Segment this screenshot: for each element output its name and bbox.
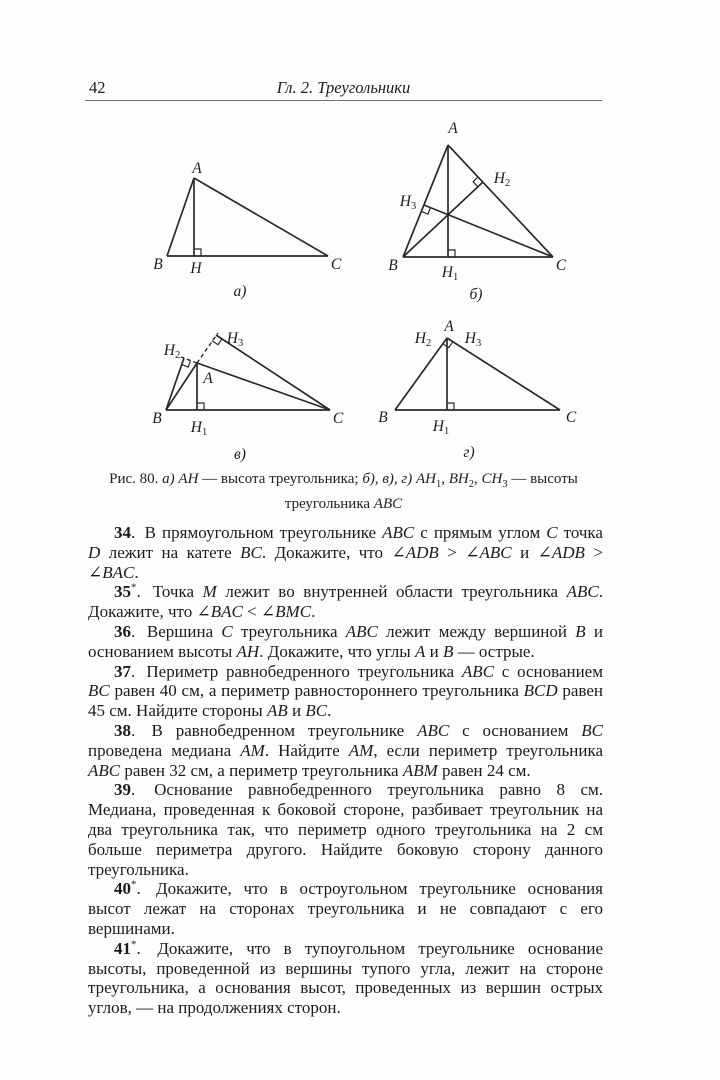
star-mark: * <box>131 581 137 594</box>
diagram-letter-caption: в) <box>234 446 246 463</box>
vertex-label-H2: H2 <box>163 342 181 361</box>
vertex-label-A: A <box>448 120 458 137</box>
triangle-line <box>403 182 483 257</box>
right-angle-mark <box>448 250 455 257</box>
problem-41: 41*. Докажите, что в тупоугольном треугольнике основание высоты, проведенной из вершины тупого угла, лежит на стороне треугольника, а основания высот, проведенных из вершин острых углов, — на продолжениях сторон. <box>88 938 603 1018</box>
vertex-label-A: A <box>203 370 213 387</box>
problem-number: 38 <box>114 720 131 740</box>
problems-list <box>88 523 603 1018</box>
vertex-label-C: C <box>332 410 344 427</box>
star-mark: * <box>131 878 137 891</box>
diagram-a <box>153 160 342 300</box>
vertex-label-C: C <box>330 256 342 273</box>
triangle-line <box>197 363 330 410</box>
problem-40: 40*. Докажите, что в остроугольном треугольнике основания высот лежат на сторонах треугольника и не совпадают с его вершинами. <box>88 878 603 938</box>
vertex-label-H2: H2 <box>414 330 432 349</box>
vertex-label-B: B <box>378 409 388 426</box>
triangle-line <box>424 205 553 257</box>
vertex-label-H: H <box>190 260 202 277</box>
diagram-v <box>152 330 344 463</box>
problem-number: 36 <box>114 621 131 641</box>
problem-number: 35 <box>114 582 131 602</box>
vertex-label-C: C <box>555 257 567 274</box>
problem-36: 36. Вершина C треугольника ABC лежит между вершиной B и основанием высоты AH. Докажите, что углы A и B — острые. <box>88 621 603 661</box>
figure-80 <box>0 0 720 466</box>
star-mark: * <box>131 938 137 951</box>
diagram-letter-caption: б) <box>469 286 483 303</box>
figure-caption-line1: Рис. 80. а) AH — высота треугольника; б), в), г) $AH_1$, $BH_2$, $CH_3$ — высоты <box>109 471 578 490</box>
vertex-label-H1: H1 <box>432 418 450 437</box>
problem-number: 34 <box>114 523 131 542</box>
problem-39: 39. Основание равнобедренного треугольника равно 8 см. Медиана, проведенная к боковой стороне, разбивает треугольник на два треугольника так, что периметр одного треугольника на 2 см больше периметра другого. Найдите боковую сторону данного треугольника. <box>88 780 603 879</box>
triangle-line <box>166 363 197 410</box>
vertex-label-H3: H3 <box>226 330 244 349</box>
diagram-b <box>388 120 567 303</box>
vertex-label-C: C <box>565 409 577 426</box>
diagram-letter-caption: г) <box>463 444 475 461</box>
figure-caption-line2: треугольника ABC <box>284 495 403 512</box>
right-angle-mark <box>197 403 204 410</box>
triangle-line <box>194 178 328 256</box>
vertex-label-H1: H1 <box>441 264 459 283</box>
triangle-line <box>395 338 447 410</box>
diagram-letter-caption: а) <box>233 283 247 300</box>
right-angle-mark <box>194 249 201 256</box>
vertex-label-H3: H3 <box>464 330 482 349</box>
extension-dashed-line <box>197 333 218 363</box>
right-angle-mark <box>447 403 454 410</box>
problem-38: 38. В равнобедренном треугольнике ABC с основанием BC проведена медиана AM. Найдите AM, если периметр треугольника ABC равен 32 см, а периметр треугольника ABM равен 24 см. <box>88 720 603 780</box>
vertex-label-A: A <box>192 160 202 177</box>
triangle-line <box>166 358 184 410</box>
diagram-g <box>378 318 577 461</box>
problem-35: 35*. Точка M лежит во внутренней области треугольника ABC. Докажите, что ∠BAC < ∠BMC. <box>88 581 604 622</box>
vertex-label-A: A <box>444 318 454 335</box>
right-angle-mark <box>473 177 478 187</box>
vertex-label-B: B <box>388 257 398 274</box>
vertex-label-H3: H3 <box>399 193 417 212</box>
problem-34: 34. В прямоугольном треугольнике ABC с прямым углом C точка D лежит на катете BC. Докажите, что ∠ADB > ∠ABC и ∠ADB > ∠BAC. <box>88 523 603 582</box>
problem-number: 40 <box>114 879 131 899</box>
problem-number: 37 <box>114 661 131 681</box>
chapter-title: Гл. 2. Треугольники <box>276 78 411 97</box>
vertex-label-H2: H2 <box>493 170 511 189</box>
page-number: 42 <box>89 78 106 97</box>
triangle-line <box>167 178 194 256</box>
problem-37: 37. Периметр равнобедренного треугольника ABC с основанием BC равен 40 см, а периметр равностороннего треугольника BCD равен 45 см. Найдите стороны AB и BC. <box>88 661 603 721</box>
triangle-line <box>447 338 560 410</box>
vertex-label-H1: H1 <box>190 419 208 438</box>
vertex-label-B: B <box>152 410 162 427</box>
vertex-label-B: B <box>153 256 163 273</box>
problem-number: 39 <box>114 780 131 800</box>
figure-caption <box>85 470 602 514</box>
problem-number: 41 <box>114 938 131 958</box>
